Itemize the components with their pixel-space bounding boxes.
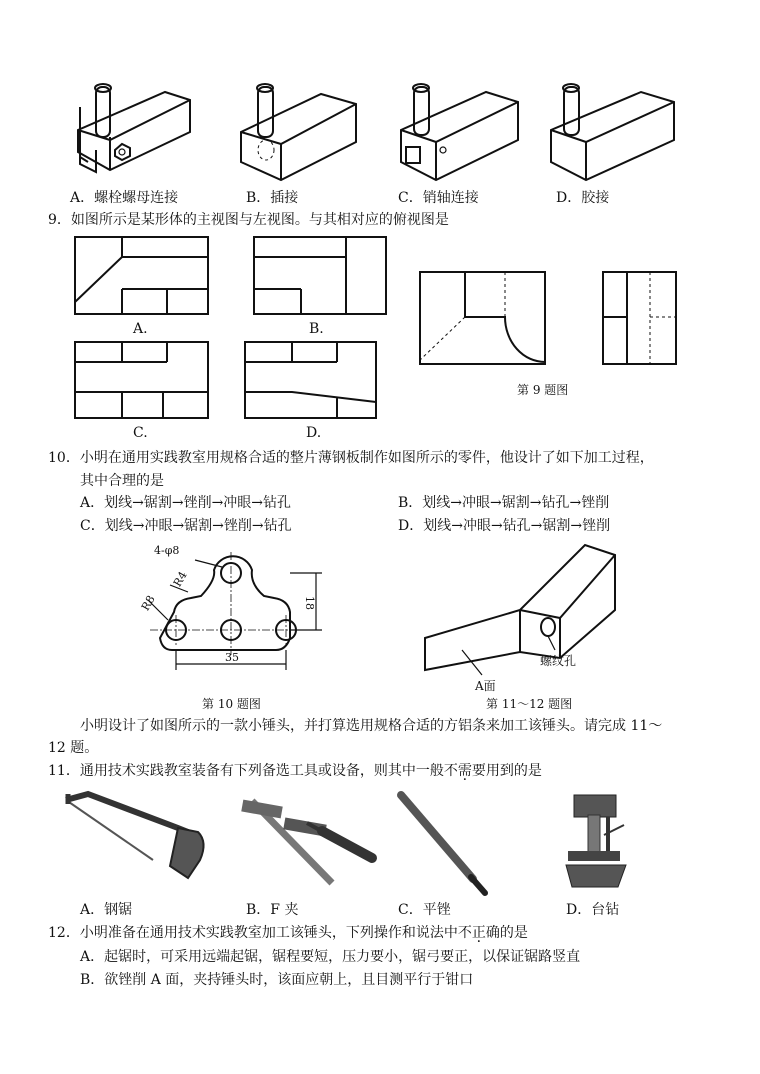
q9-option-d-view	[245, 342, 385, 422]
q11-12-figure-caption: 第 11～12 题图	[486, 697, 573, 711]
q10-label-holes: 4-φ8	[154, 544, 180, 557]
bench-drill-icon	[566, 795, 636, 890]
q11-12-intro-line2: 12 题。	[48, 740, 99, 756]
q9-label-c: C.	[133, 425, 148, 441]
q9-option-c-view	[75, 342, 215, 422]
q9-option-b-view	[254, 237, 394, 317]
q12-stem-emphasis: 不正确	[457, 925, 500, 941]
q11-label-face-a: A面	[475, 679, 496, 693]
q12-option-b: B．欲锉削 A 面，夹持锤头时，该面应朝上，且目测平行于钳口	[80, 972, 474, 988]
q11-label-thread: 螺纹孔	[540, 654, 577, 668]
q10-stem-line1: 10．小明在通用实践教室用规格合适的整片薄钢板制作如图所示的零件，他设计了如下加工过程，	[48, 450, 654, 466]
q10-option-c: C．划线→冲眼→锯割→锉削→钻孔	[80, 518, 292, 534]
q12-stem-prefix: 12．小明准备在通用技术实践教室加工该锤头，下列操作和说法中	[48, 925, 458, 941]
q10-label-18: 18	[303, 596, 316, 610]
hacksaw-icon	[58, 790, 218, 885]
q8-option-c: C．销轴连接	[398, 190, 479, 206]
q11-option-d: D．台钻	[566, 902, 620, 918]
q9-stem: 9．如图所示是某形体的主视图与左视图。与其相对应的俯视图是	[48, 212, 449, 228]
q9-option-a-view	[75, 237, 215, 317]
q9-label-d: D.	[306, 425, 322, 441]
q12-option-a: A．起锯时，可采用远端起锯，锯程要短，压力要小，锯弓要正，以保证锯路竖直	[80, 949, 581, 965]
q9-figure-caption: 第 9 题图	[517, 383, 569, 397]
q11-option-c: C．平锉	[398, 902, 451, 918]
q9-front-view	[420, 272, 550, 372]
q8-option-b: B．插接	[246, 190, 299, 206]
q10-label-35: 35	[225, 651, 239, 664]
q11-stem-emphasis: 不需要	[443, 763, 486, 779]
q12-stem-suffix: 的是	[499, 925, 528, 941]
q8-option-a: A．螺栓螺母连接	[70, 190, 179, 206]
q11-12-intro-line1: 小明设计了如图所示的一款小锤头，并打算选用规格合适的方铝条来加工该锤头。请完成 11～	[80, 718, 663, 734]
q12-stem	[48, 924, 528, 942]
q10-figure-caption: 第 10 题图	[202, 697, 261, 711]
q10-stem-line2: 其中合理的是	[80, 473, 164, 489]
q11-stem	[48, 762, 542, 780]
q11-stem-prefix: 11．通用技术实践教室装备有下列备选工具或设备，则其中一般	[48, 763, 444, 779]
q11-hammer-head-drawing	[420, 540, 620, 693]
q9-left-view	[603, 272, 683, 372]
q10-option-b: B．划线→冲眼→锯割→钻孔→锉削	[398, 495, 610, 511]
q10-option-d: D．划线→冲眼→钻孔→锯割→锉削	[398, 518, 611, 534]
q9-label-b: B.	[309, 321, 324, 337]
q11-option-a: A．钢锯	[80, 902, 133, 918]
q10-label-r4: R4	[170, 569, 190, 589]
q8-option-d: D．胶接	[556, 190, 610, 206]
q10-part-drawing	[140, 540, 330, 680]
q8-figure-c-pin	[396, 82, 536, 177]
q8-figure-a-bolt-nut	[70, 82, 230, 177]
q8-figure-d-glue	[546, 82, 686, 177]
q11-option-b: B．F 夹	[246, 902, 299, 918]
q10-option-a: A．划线→锯割→锉削→冲眼→钻孔	[80, 495, 292, 511]
q10-label-r8: R8	[138, 593, 158, 613]
flat-file-icon	[393, 789, 513, 894]
q8-figure-b-insert	[236, 82, 376, 177]
q11-stem-suffix: 用到的是	[485, 763, 542, 779]
f-clamp-icon	[222, 793, 382, 888]
q9-label-a: A.	[133, 321, 148, 337]
